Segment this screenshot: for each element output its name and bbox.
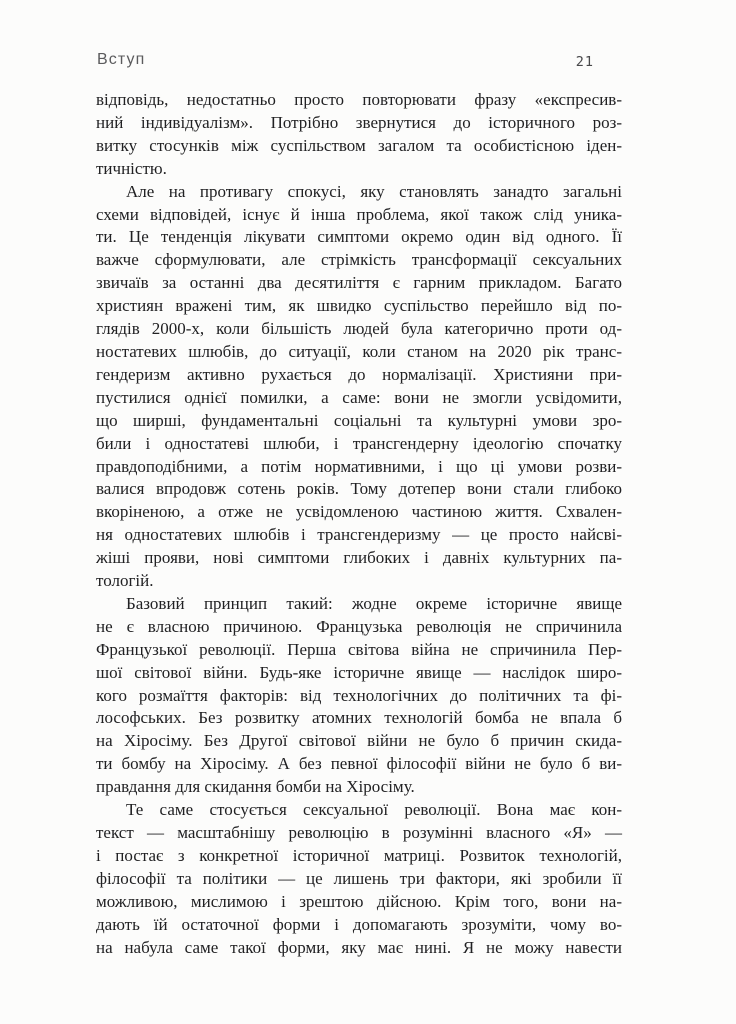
text-line: жіші прояви, нові симптоми глибоких і давніх культурних па- bbox=[96, 548, 622, 568]
text-line: на Хіросіму. Без Другої світової війни не було б причин скида- bbox=[96, 731, 622, 751]
paragraph bbox=[96, 89, 622, 181]
text-line: Базовий принцип такий: жодне окреме історичне явище bbox=[126, 593, 622, 613]
text-line: Але на противагу спокусі, яку становлять занадто загальні bbox=[126, 181, 622, 201]
text-line: філософії та політики — це лишень три фактори, які зробили її bbox=[96, 868, 622, 888]
text-line: гендеризм активно рухається до нормалізації. Християни при- bbox=[96, 364, 622, 384]
page-number: 21 bbox=[575, 54, 594, 70]
paragraph bbox=[96, 799, 622, 959]
text-line: ностатевих шлюбів, до ситуації, коли станом на 2020 рік транс- bbox=[96, 341, 622, 361]
text-line: дають їй остаточної форми і допомагають зрозуміти, чому во- bbox=[96, 914, 622, 934]
text-line: шої світової війни. Будь-яке історичне явище — наслідок широ- bbox=[96, 662, 622, 682]
text-column bbox=[96, 89, 622, 959]
text-line: Французької революції. Перша світова війна не спричинила Пер- bbox=[96, 639, 622, 659]
text-line: християн вражені тим, як швидко суспільство перейшло від по- bbox=[96, 296, 622, 316]
running-header-title: Вступ bbox=[97, 51, 146, 68]
text-line: кого розмаїття факторів: від технологічних до політичних та фі- bbox=[96, 685, 622, 705]
text-line: били і одностатеві шлюби, і трансгендерну ідеологію спочатку bbox=[96, 433, 622, 453]
text-line: правдоподібними, а потім нормативними, і що ці умови розви- bbox=[96, 456, 622, 476]
text-line: Те саме стосується сексуальної революції. Вона має кон- bbox=[126, 800, 622, 820]
text-line: що ширші, фундаментальні соціальні та культурні умови зро- bbox=[96, 410, 622, 430]
text-line: витку стосунків між суспільством загалом та особистісною іден- bbox=[96, 135, 622, 155]
text-line: тологій. bbox=[96, 571, 154, 591]
text-line: валися впродовж сотень років. Тому дотепер вони стали глибоко bbox=[96, 479, 622, 499]
text-line: вкоріненою, а отже не усвідомленою частиною життя. Схвален- bbox=[96, 502, 622, 522]
text-line: схеми відповідей, існує й інша проблема, якої також слід уника- bbox=[96, 204, 622, 224]
text-line: ня одностатевих шлюбів і трансгендеризму — це просто найсві- bbox=[96, 525, 622, 545]
text-line: текст — масштабнішу революцію в розумінні власного «Я» — bbox=[96, 823, 622, 842]
paragraph bbox=[96, 181, 622, 593]
text-line: не є власною причиною. Французька революція не спричинила bbox=[96, 616, 622, 636]
text-line: пустилися однієї помилки, а саме: вони не змогли усвідомити, bbox=[96, 387, 622, 407]
text-line: на набула саме такої форми, яку має нині. Я не можу навести bbox=[96, 937, 622, 957]
text-line: ти. Це тенденція лікувати симптоми окремо один від одного. Її bbox=[96, 227, 622, 247]
text-line: ти бомбу на Хіросіму. А без певної філософії війни не було б ви- bbox=[96, 754, 622, 774]
text-line: глядів 2000-х, коли більшість людей була категорично проти од- bbox=[96, 319, 622, 339]
text-line: важче сформулювати, але стрімкість трансформації сексуальних bbox=[96, 250, 622, 270]
text-line: лософських. Без розвитку атомних технологій бомба не впала б bbox=[96, 708, 622, 728]
paragraph bbox=[96, 593, 622, 799]
text-line: тичністю. bbox=[96, 158, 167, 178]
text-line: звичаїв за останні два десятиліття є гарним прикладом. Багато bbox=[96, 273, 622, 293]
text-line: і постає з конкретної історичної матриці. Розвиток технологій, bbox=[96, 845, 622, 865]
text-line: правдання для скидання бомби на Хіросіму. bbox=[96, 777, 415, 797]
text-line: ний індивідуалізм». Потрібно звернутися до історичного роз- bbox=[96, 112, 622, 132]
text-line: можливою, мислимою і зрештою дійсною. Крім того, вони на- bbox=[96, 891, 622, 911]
text-line: відповідь, недостатньо просто повторювати фразу «експресив- bbox=[96, 90, 622, 109]
